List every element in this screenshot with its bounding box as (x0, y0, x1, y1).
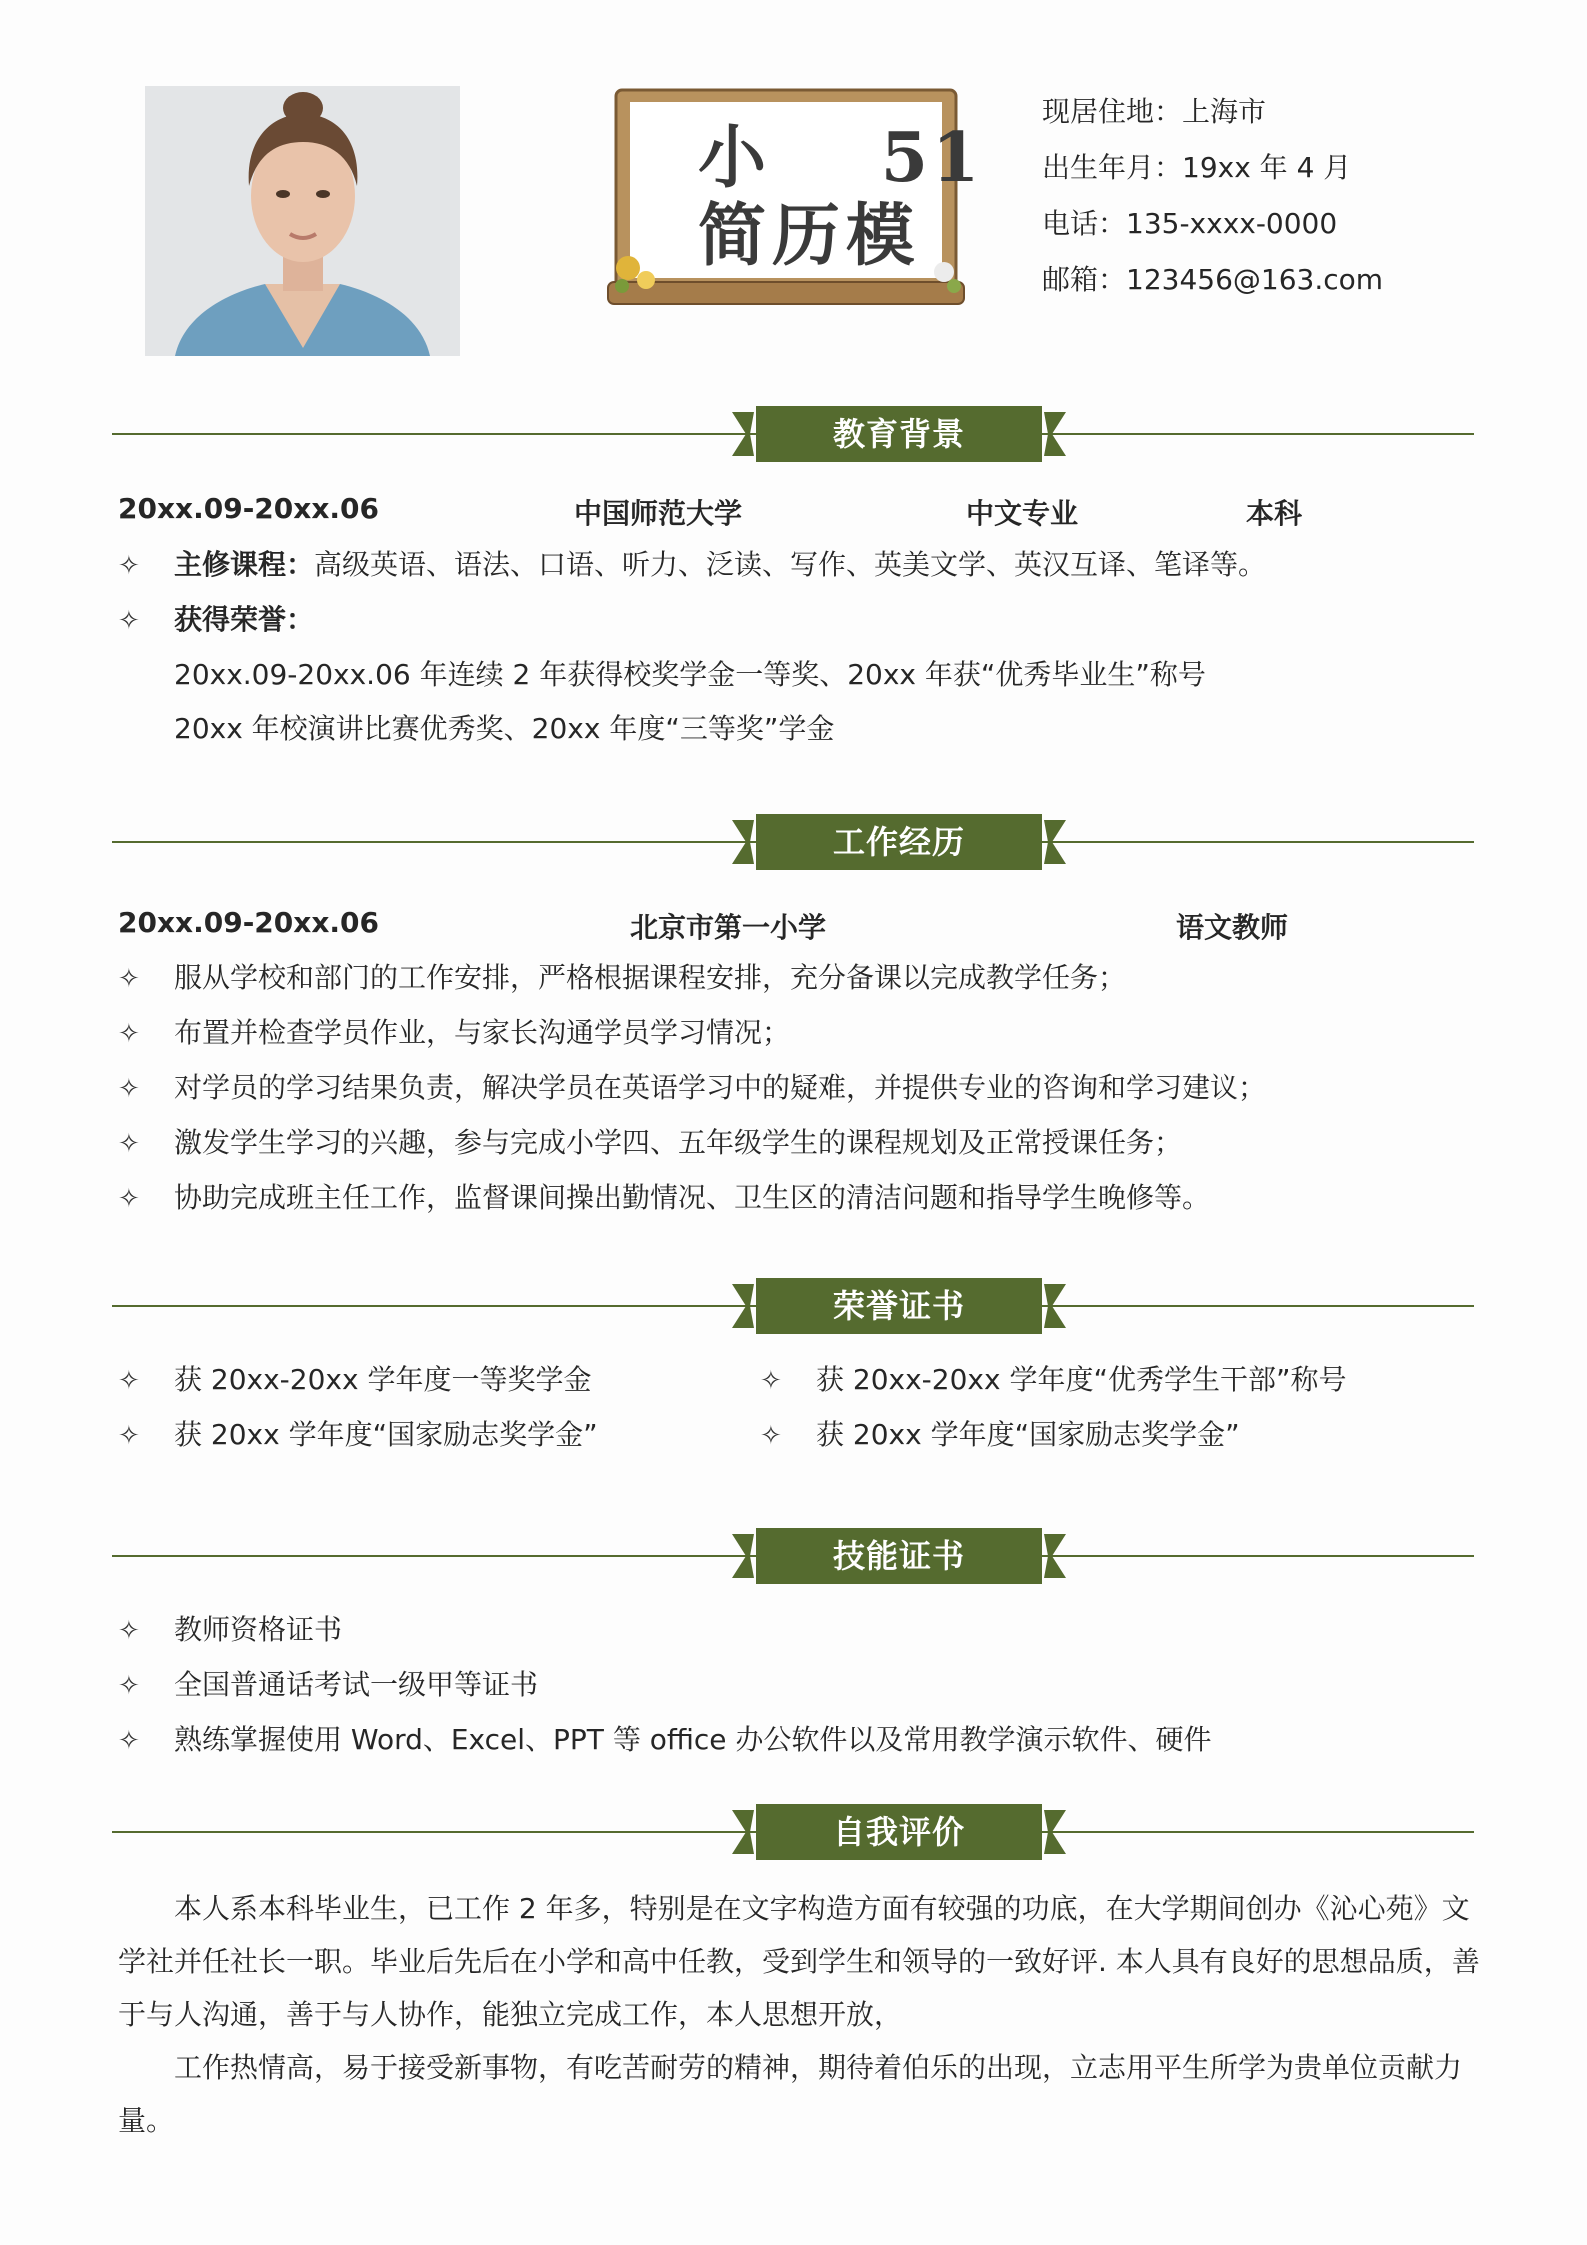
phone-text: 电话：135-xxxx-0000 (1042, 207, 1338, 240)
self-evaluation (118, 1882, 1480, 2147)
bullet-star-icon: ✧ (118, 1671, 140, 1701)
skill-item-text: 熟练掌握使用 Word、Excel、PPT 等 office 办公软件以及常用教学演示软件、硬件 (174, 1723, 1212, 1756)
ribbon-banner (732, 814, 1066, 870)
list-item (118, 1006, 1480, 1061)
section-title: 教育背景 (832, 415, 965, 453)
bullet-star-icon: ✧ (118, 1074, 140, 1104)
work-role: 语文教师 (1176, 911, 1289, 944)
bullet-star-icon: ✧ (118, 1184, 140, 1214)
bullet-star-icon: ✧ (118, 551, 140, 581)
section-title: 工作经历 (832, 823, 965, 861)
edu-period: 20xx.09-20xx.06 (118, 492, 379, 525)
bullet-star-icon: ✧ (760, 1421, 782, 1451)
self-paragraph-1: 本人系本科毕业生，已工作 2 年多，特别是在文字构造方面有较强的功底，在大学期间创办《沁心苑》文学社并任社长一职。毕业后先后在小学和高中任教，受到学生和领导的一致好评. 本人具有良好的思想品质，善于与人沟通，善于与人协作，能独立完成工作，本人思想开放， (118, 1892, 1480, 2031)
list-item (760, 1408, 1460, 1463)
skills-list (118, 1603, 1480, 1768)
edu-school: 中国师范大学 (574, 497, 743, 530)
edu-degree: 本科 (1246, 497, 1303, 530)
work-item-text: 布置并检查学员作业，与家长沟通学员学习情况； (174, 1016, 791, 1049)
honor-item-text: 获 20xx-20xx 学年度“优秀学生干部”称号 (816, 1363, 1347, 1396)
list-item (118, 1171, 1480, 1226)
list-item (118, 1603, 1480, 1658)
section-title: 自我评价 (832, 1813, 965, 1851)
section-heading-self (112, 1804, 1474, 1860)
list-item (118, 951, 1480, 1006)
work-org: 北京市第一小学 (630, 911, 827, 944)
list-item (118, 1061, 1480, 1116)
skill-item-text: 教师资格证书 (174, 1613, 343, 1646)
honor-item-text: 获 20xx 学年度“国家励志奖学金” (816, 1418, 1240, 1451)
section-heading-skills (112, 1528, 1474, 1584)
work-item-text: 激发学生学习的兴趣，参与完成小学四、五年级学生的课程规划及正常授课任务； (174, 1126, 1183, 1159)
bullet-star-icon: ✧ (118, 1726, 140, 1756)
list-item (118, 1116, 1480, 1171)
section-heading-work (112, 814, 1474, 870)
portrait-image (145, 86, 460, 356)
ribbon-banner (732, 1528, 1066, 1584)
honor-line: 20xx.09-20xx.06 年连续 2 年获得校奖学金一等奖、20xx 年获“优秀毕业生”称号 (174, 658, 1206, 691)
name-line-2: 简历模 (698, 196, 921, 276)
honor-item-text: 获 20xx 学年度“国家励志奖学金” (174, 1418, 598, 1451)
courses-text: 高级英语、语法、口语、听力、泛读、写作、英美文学、英汉互译、笔译等。 (314, 548, 1267, 581)
email-text: 邮箱：123456@163.com (1042, 263, 1384, 296)
bullet-star-icon: ✧ (118, 1366, 140, 1396)
list-item (760, 1353, 1460, 1408)
honors-col-right (760, 1353, 1460, 1463)
residence-text: 现居住地：上海市 (1042, 95, 1267, 128)
work-list (118, 951, 1480, 1226)
name-line-1: 小 51 (698, 118, 984, 198)
ribbon-banner (732, 1278, 1066, 1334)
honors-label: 获得荣誉： (174, 603, 315, 636)
honor-item-text: 获 20xx-20xx 学年度一等奖学金 (174, 1363, 592, 1396)
bullet-star-icon: ✧ (118, 606, 140, 636)
edu-major: 中文专业 (966, 497, 1079, 530)
section-heading-honors (112, 1278, 1474, 1334)
bullet-star-icon: ✧ (118, 1129, 140, 1159)
section-title: 荣誉证书 (832, 1287, 965, 1325)
bullet-star-icon: ✧ (118, 1019, 140, 1049)
honors-col-left (118, 1353, 758, 1463)
work-item-text: 协助完成班主任工作，监督课间操出勤情况、卫生区的清洁问题和指导学生晚修等。 (174, 1181, 1211, 1214)
list-item (118, 538, 1480, 593)
ribbon-banner (732, 406, 1066, 462)
bullet-star-icon: ✧ (760, 1366, 782, 1396)
skill-item-text: 全国普通话考试一级甲等证书 (174, 1668, 539, 1701)
ribbon-banner (732, 1804, 1066, 1860)
list-item (118, 1658, 1480, 1713)
self-paragraph-2: 工作热情高，易于接受新事物，有吃苦耐劳的精神，期待着伯乐的出现，立志用平生所学为贵单位贡献力量。 (118, 2051, 1463, 2137)
edu-details (118, 538, 1480, 756)
work-period: 20xx.09-20xx.06 (118, 906, 379, 939)
profile-photo (145, 86, 460, 356)
work-item-text: 对学员的学习结果负责，解决学员在英语学习中的疑难，并提供专业的咨询和学习建议； (174, 1071, 1267, 1104)
contact-info (1042, 84, 1383, 308)
name-title (698, 118, 984, 290)
bullet-star-icon: ✧ (118, 1421, 140, 1451)
list-item (118, 1713, 1480, 1768)
birth-text: 出生年月：19xx 年 4 月 (1042, 151, 1352, 184)
name-sign (608, 86, 984, 312)
section-title: 技能证书 (832, 1537, 965, 1575)
list-item (118, 1408, 758, 1463)
bullet-star-icon: ✧ (118, 964, 140, 994)
list-item (118, 593, 1480, 648)
honor-line: 20xx 年校演讲比赛优秀奖、20xx 年度“三等奖”学金 (174, 712, 835, 745)
section-heading-education (112, 406, 1474, 462)
list-item (118, 1353, 758, 1408)
courses-label: 主修课程： (174, 548, 315, 581)
work-item-text: 服从学校和部门的工作安排，严格根据课程安排，充分备课以完成教学任务； (174, 961, 1127, 994)
bullet-star-icon: ✧ (118, 1616, 140, 1646)
